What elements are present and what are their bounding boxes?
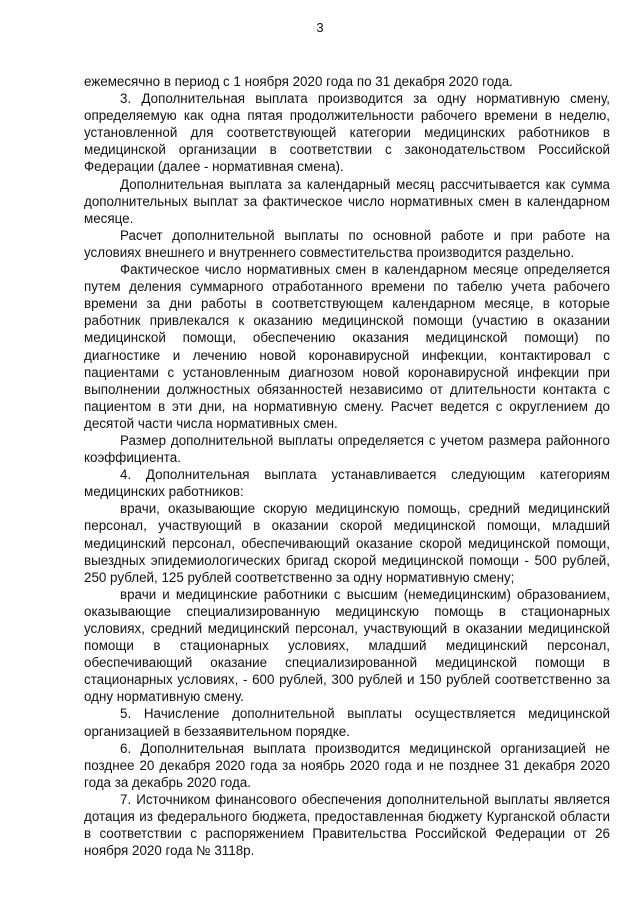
paragraph-separate-calculation: Расчет дополнительной выплаты по основной работе и при работе на условиях внешнего и внутреннего совместительства производится раздельно. bbox=[84, 227, 610, 260]
paragraph-actual-shifts: Фактическое число нормативных смен в календарном месяце определяется путем деления суммарного отработанного времени по табелю учета рабочего времени за дни работы в соответствующем календарном месяце, в которые работник привлекался к оказанию медицинской помощи (участию в оказании медицинской помощи, обеспечению оказания медицинской помощи) по диагностике и лечению новой коронавирусной инфекции, контактировал с пациентами с установленным диагнозом новой коронавирусной инфекции при выполнении должностных обязанностей независимо от длительности контакта с пациентом в эти дни, на нормативную смену. Расчет ведется с округлением до десятой части числа нормативных смен. bbox=[84, 262, 610, 431]
paragraph-regional-coefficient: Размер дополнительной выплаты определяется с учетом размера районного коэффициента. bbox=[84, 432, 610, 466]
paragraph-monthly-sum: Дополнительная выплата за календарный месяц рассчитывается как сумма дополнительных выплат за фактическое число нормативных смен в календарном месяце. bbox=[84, 176, 610, 226]
paragraph-continuation: ежемесячно в период с 1 ноября 2020 года по 31 декабря 2020 года. bbox=[84, 74, 513, 89]
paragraph-emergency-care: врачи, оказывающие скорую медицинскую помощь, средний медицинский персонал, участвующий в оказании скорой медицинской помощи, младший медицинский персонал, обеспечивающий оказание скорой медицинской помощи, выездных эпидемиологических бригад скорой медицинской помощи - 500 рублей, 250 рублей, 125 рублей соответственно за одну нормативную смену; bbox=[84, 501, 610, 585]
page-number: 3 bbox=[316, 20, 324, 35]
document-body bbox=[84, 73, 610, 859]
paragraph-specialized-care: врачи и медицинские работники с высшим (немедицинским) образованием, оказывающие специализированную медицинскую помощь в стационарных условиях, средний медицинский персонал, участвующий в оказании медицинской помощи в стационарных условиях, младший медицинский персонал, обеспечивающий оказание специализированной медицинской помощи в стационарных условиях, - 600 рублей, 300 рублей и 150 рублей соответственно за одну нормативную смену. bbox=[84, 586, 610, 705]
paragraph-item-4: 4. Дополнительная выплата устанавливается следующим категориям медицинских работников: bbox=[84, 467, 610, 500]
paragraph-item-7: 7. Источником финансового обеспечения дополнительной выплаты является дотация из федерального бюджета, предоставленная бюджету Курганской области в соответствии с распоряжением Правительства Российской Федерации от 26 ноября 2020 года № 3118р. bbox=[84, 791, 610, 859]
paragraph-item-6: 6. Дополнительная выплата производится медицинской организацией не позднее 20 декабря 2020 года за ноябрь 2020 года и не позднее 31 декабря 2020 года за декабрь 2020 года. bbox=[84, 740, 610, 790]
paragraph-item-3: 3. Дополнительная выплата производится за одну нормативную смену, определяемую как одна пятая продолжительности рабочего времени в неделю, установленной для соответствующей категории медицинских работников в медицинской организации в соответствии с законодательством Российской Федерации (далее - нормативная смена). bbox=[84, 91, 610, 175]
paragraph-item-5: 5. Начисление дополнительной выплаты осуществляется медицинской организацией в беззаявительном порядке. bbox=[84, 706, 610, 739]
